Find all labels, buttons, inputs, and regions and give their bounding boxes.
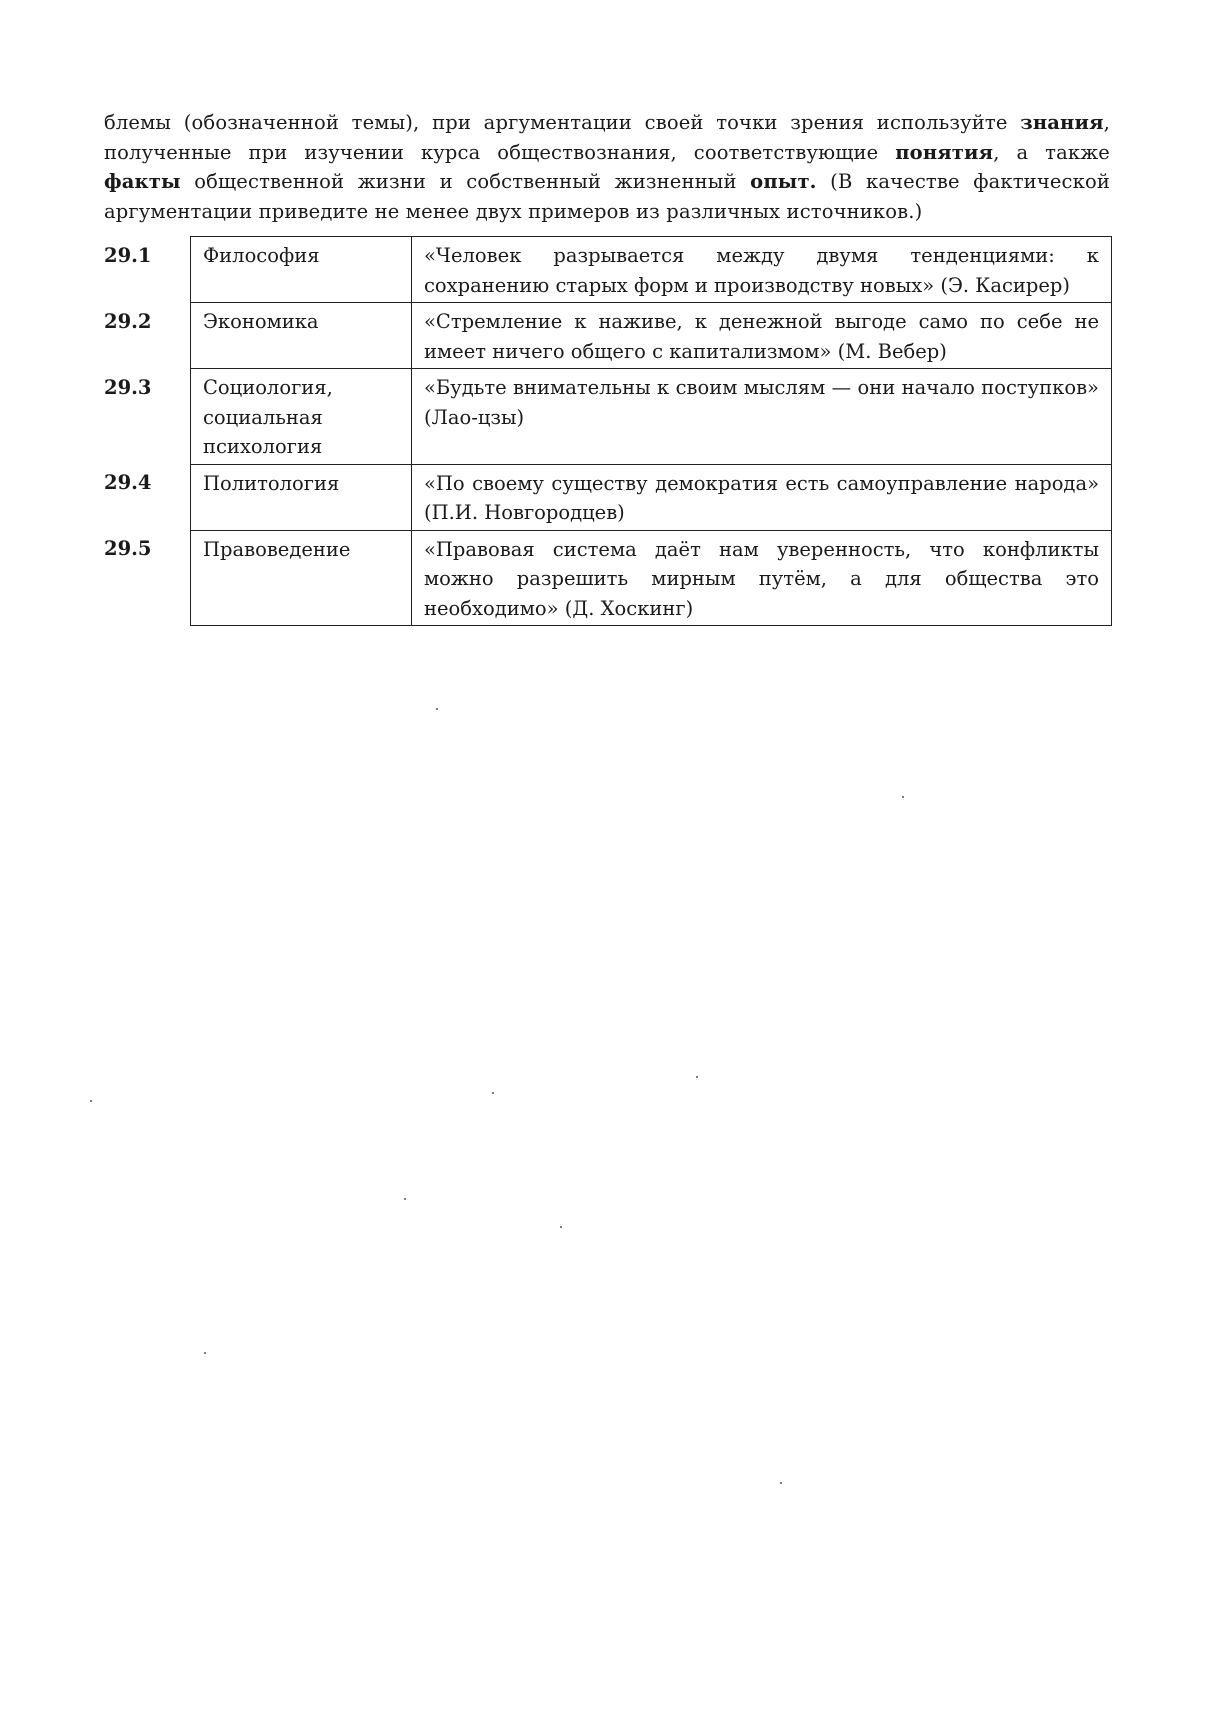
task-quote: «Будьте внимательны к своим мыслям — они начало поступков» (Лао-цзы) xyxy=(412,369,1112,465)
bold-term-knowledge: знания xyxy=(1020,111,1104,134)
table-row xyxy=(98,369,1112,465)
instructions-line-2 xyxy=(104,138,1110,168)
task-table xyxy=(98,236,1112,626)
task-number: 29.5 xyxy=(104,537,152,560)
subject-line: психология xyxy=(203,435,323,458)
instructions-line-4: аргументации приведите не менее двух примеров из различных источников.) xyxy=(104,199,923,223)
scan-speck xyxy=(696,1076,698,1078)
task-number: 29.1 xyxy=(104,243,152,267)
scan-speck xyxy=(492,1092,494,1094)
subject-line: Политология xyxy=(203,471,340,495)
task-subject xyxy=(191,237,412,303)
scan-speck xyxy=(90,1100,92,1102)
subject-line: Экономика xyxy=(203,310,319,333)
text-fragment: блемы (обозначенной темы), при аргументации своей точки зрения используйте xyxy=(104,111,1021,134)
task-number: 29.4 xyxy=(104,471,152,494)
scan-speck xyxy=(436,708,438,710)
text-fragment: , xyxy=(1103,111,1110,134)
scan-speck xyxy=(780,1482,782,1484)
text-fragment: (В качестве фактической xyxy=(816,170,1110,193)
table-row xyxy=(98,530,1112,626)
task-number: 29.2 xyxy=(104,309,152,333)
task-quote: «Человек разрывается между двумя тенденциями: к сохранению старых форм и производству новых» (Э. Касирер) xyxy=(412,237,1112,303)
bold-term-facts: факты xyxy=(104,170,181,193)
task-subject xyxy=(191,369,412,465)
scan-speck xyxy=(204,1352,206,1354)
task-quote: «По своему существу демократия есть самоуправление народа» (П.И. Новгородцев) xyxy=(412,464,1112,530)
scan-speck xyxy=(902,796,904,798)
instructions-line-1 xyxy=(104,108,1110,138)
instructions-paragraph xyxy=(104,108,1110,226)
table-row xyxy=(98,464,1112,530)
task-subject xyxy=(191,303,412,369)
instructions-line-3 xyxy=(104,167,1110,197)
subject-line: Философия xyxy=(203,244,320,267)
text-fragment: полученные при изучении курса обществознания, соответствующие xyxy=(104,140,896,164)
scan-speck xyxy=(404,1198,406,1200)
text-fragment: общественной жизни и собственный жизненный xyxy=(180,170,751,193)
task-quote: «Стремление к наживе, к денежной выгоде само по себе не имеет ничего общего с капитализмом» (М. Вебер) xyxy=(412,303,1112,369)
text-fragment: , а также xyxy=(993,140,1110,164)
table-row xyxy=(98,303,1112,369)
task-number: 29.3 xyxy=(104,375,152,399)
subject-line: Социология, xyxy=(203,376,333,399)
task-quote: «Правовая система даёт нам уверенность, что конфликты можно разрешить мирным путём, а для общества это необходимо» (Д. Хоскинг) xyxy=(412,530,1112,626)
table-row xyxy=(98,237,1112,303)
task-subject xyxy=(191,464,412,530)
subject-line: Правоведение xyxy=(203,537,351,561)
bold-term-experience: опыт. xyxy=(750,170,817,193)
task-subject xyxy=(191,530,412,626)
scan-speck xyxy=(560,1226,562,1228)
bold-term-concepts: понятия xyxy=(895,140,994,164)
subject-line: социальная xyxy=(203,405,323,429)
